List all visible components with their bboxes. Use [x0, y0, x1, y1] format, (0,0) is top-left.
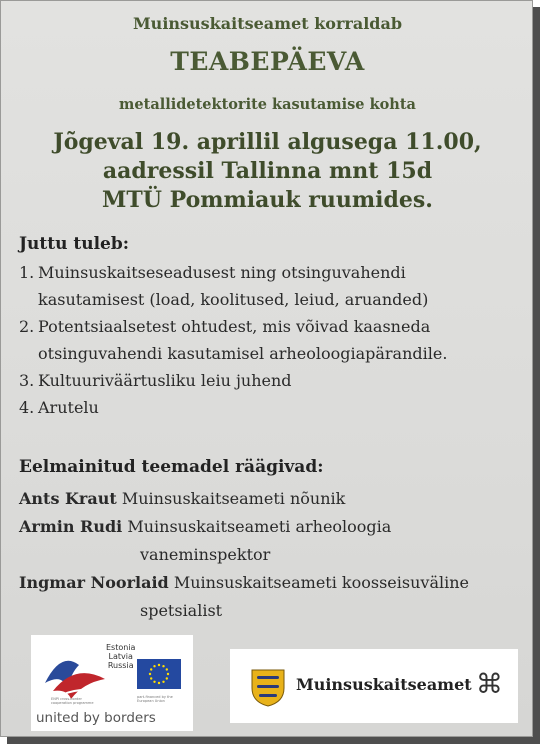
organizer-line: Muinsuskaitseamet korraldab: [132, 14, 403, 33]
slogan: united by borders: [36, 710, 156, 726]
programme-swoosh-icon: [41, 643, 111, 703]
speaker-name: Armin Rudi: [19, 517, 123, 536]
agenda-item: [19, 367, 524, 394]
programme-text: ENPI cross-border cooperation programme: [51, 697, 94, 705]
agenda-item-number: 2.: [19, 317, 35, 336]
programme-countries: Estonia Latvia Russia: [106, 643, 136, 670]
agenda-item-text: Arutelu: [38, 398, 99, 417]
speaker-role: Muinsuskaitseameti arheoloogia: [127, 517, 392, 536]
agenda-list: [19, 259, 524, 421]
speaker-role-cont: spetsialist: [140, 601, 223, 620]
speaker-role: Muinsuskaitseameti nõunik: [121, 489, 346, 508]
speaker-entry: [19, 485, 345, 513]
agenda-item-text: Kultuuriväärtusliku leiu juhend: [38, 371, 292, 390]
event-title: TEABEPÄEVA: [170, 47, 365, 76]
location-line: MTÜ Pommiauk ruumides.: [102, 187, 433, 213]
event-location: [1, 128, 534, 215]
speaker-name: Ingmar Noorlaid: [19, 573, 169, 592]
speaker-entry: [19, 513, 392, 564]
speakers-title: Eelmainitud teemadel räägivad:: [19, 457, 324, 477]
agenda-item-text: Potentsiaalsetest ohtudest, mis võivad kaasneda: [38, 317, 431, 336]
speaker-name: Ants Kraut: [19, 489, 117, 508]
speaker-role-cont: vaneminspektor: [140, 545, 271, 564]
agenda-item-number: 3.: [19, 371, 35, 390]
agenda-item-number: 4.: [19, 398, 35, 417]
agency-name: Muinsuskaitseamet: [296, 675, 472, 694]
speaker-role: Muinsuskaitseameti koosseisuväline: [173, 573, 469, 592]
eu-flag-icon: [137, 659, 181, 689]
cross-border-programme-logo: [31, 635, 193, 731]
agenda-item-number: 1.: [19, 263, 35, 282]
agenda-item-text-cont: kasutamisest (load, koolitused, leiud, aruanded): [38, 290, 429, 309]
agenda-item-text: Muinsuskaitseseadusest ning otsinguvahendi: [38, 263, 406, 282]
agenda-item-text-cont: otsinguvahendi kasutamisel arheoloogiapärandile.: [38, 344, 448, 363]
speaker-entry: [19, 569, 469, 620]
location-line: Jõgeval 19. aprillil algusega 11.00,: [53, 129, 482, 155]
heritage-symbol-icon: ⌘: [476, 669, 503, 700]
agenda-title: Juttu tuleb:: [19, 234, 130, 254]
estonian-coat-of-arms-icon: [250, 668, 286, 708]
agenda-item: [19, 259, 524, 313]
agenda-item: [19, 313, 524, 367]
event-subtitle: metallidetektorite kasutamise kohta: [119, 96, 416, 113]
location-line: aadressil Tallinna mnt 15d: [102, 158, 433, 184]
agenda-item: [19, 394, 524, 421]
heritage-board-logo: [230, 649, 518, 723]
eu-cofinance-text: part-financed by the European Union: [137, 695, 173, 703]
